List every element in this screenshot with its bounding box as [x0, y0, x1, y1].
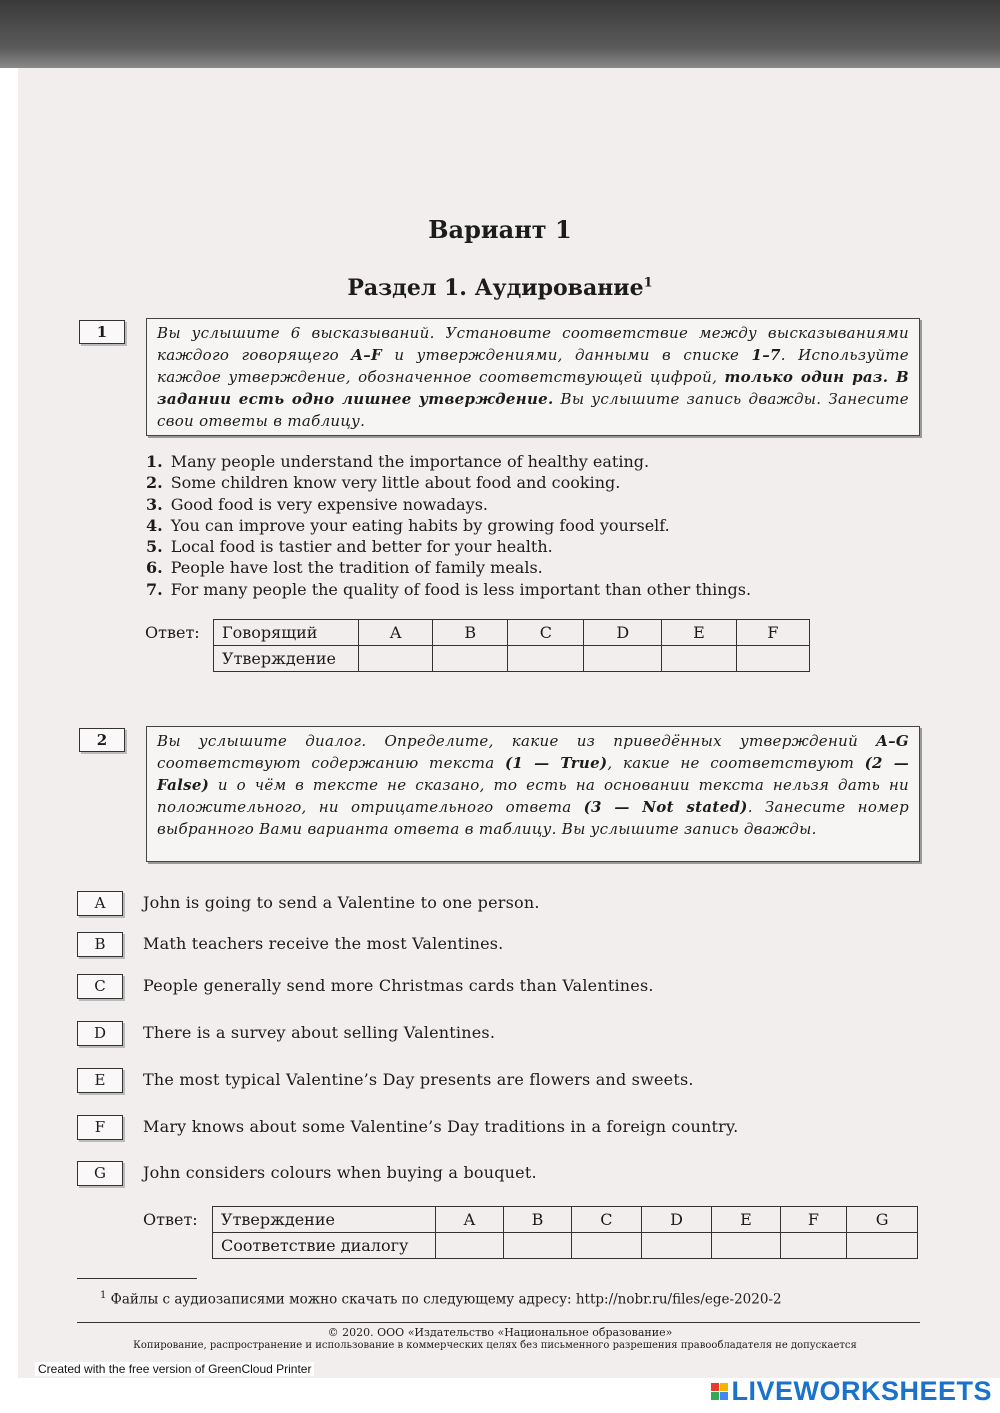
speaker-cell: A	[359, 620, 433, 646]
task-number-2: 2	[79, 728, 125, 752]
speaker-cell: E	[662, 620, 737, 646]
table-row	[213, 1207, 918, 1233]
brand-text: LIVEWORKSHEETS	[731, 1376, 992, 1406]
speaker-cell: F	[736, 620, 809, 646]
task1-statements	[146, 451, 751, 600]
instr-text: соответствуют содержанию текста	[157, 754, 505, 772]
statement-7	[146, 579, 751, 600]
answer-table-1	[213, 619, 810, 672]
row-label: Соответствие диалогу	[213, 1233, 436, 1259]
instr-text: и о чём в тексте не сказано, то есть на основании текста нельзя дать ни положительного, ни отрицательного ответа	[157, 776, 909, 816]
table-row	[214, 620, 810, 646]
statement-5	[146, 536, 751, 557]
copyright-divider	[77, 1322, 920, 1323]
letter-box-b: B	[77, 932, 123, 957]
answer-cell[interactable]	[847, 1233, 918, 1259]
statement-6	[146, 557, 751, 578]
row-label: Говорящий	[214, 620, 359, 646]
instr-text: Вы услышите запись дважды. Занесите свои ответы в таблицу.	[157, 390, 909, 430]
task2-instruction	[146, 726, 920, 862]
answer-cell[interactable]	[433, 646, 508, 672]
task-number-1: 1	[79, 320, 125, 344]
footnote-text: Файлы с аудиозаписями можно скачать по следующему адресу: http://nobr.ru/files/ege-2020-2	[110, 1291, 782, 1308]
statement-cell: A	[436, 1207, 504, 1233]
instr-bold: только один раз. В задании есть одно лишнее утверждение.	[157, 368, 909, 408]
row-label: Утверждение	[213, 1207, 436, 1233]
instr-bold: (1 — True)	[505, 754, 608, 772]
section-title-text: Раздел 1. Аудирование	[347, 275, 644, 301]
letter-box-f: F	[77, 1115, 123, 1140]
statement-number: 7.	[146, 579, 163, 599]
statement-number: 4.	[146, 515, 163, 535]
table-row	[213, 1233, 918, 1259]
letter-box-c: C	[77, 974, 123, 999]
answer-label-2: Ответ:	[143, 1210, 198, 1229]
answer-cell[interactable]	[508, 646, 584, 672]
speaker-cell: D	[584, 620, 662, 646]
copyright-line-1: © 2020. ООО «Издательство «Национальное образование»	[327, 1326, 673, 1339]
variant-title: Вариант 1	[428, 215, 572, 244]
printer-watermark: Created with the free version of GreenCloud Printer	[35, 1362, 314, 1376]
logo-grid-icon	[711, 1383, 728, 1400]
answer-table-2	[212, 1206, 918, 1259]
letter-box-a: A	[77, 891, 123, 916]
table-row	[214, 646, 810, 672]
statement-cell: B	[503, 1207, 571, 1233]
statement-f: Mary knows about some Valentine’s Day traditions in a foreign country.	[143, 1117, 739, 1136]
answer-cell[interactable]	[736, 646, 809, 672]
instr-bold: A–F	[351, 346, 382, 364]
instr-text: и утверждениями, данными в списке	[381, 346, 752, 364]
statement-a: John is going to send a Valentine to one person.	[143, 893, 540, 912]
instr-bold: (3 — Not stated)	[583, 798, 748, 816]
letter-box-e: E	[77, 1068, 123, 1093]
statement-text: Local food is tastier and better for your health.	[170, 537, 553, 557]
statement-number: 2.	[146, 473, 163, 493]
answer-label-1: Ответ:	[145, 623, 200, 642]
statement-d: There is a survey about selling Valentines.	[143, 1023, 496, 1042]
statement-4	[146, 515, 751, 536]
answer-cell[interactable]	[641, 1233, 712, 1259]
speaker-cell: C	[508, 620, 584, 646]
answer-cell[interactable]	[712, 1233, 780, 1259]
answer-cell[interactable]	[572, 1233, 641, 1259]
answer-cell[interactable]	[662, 646, 737, 672]
statement-text: Good food is very expensive nowadays.	[170, 494, 489, 514]
instr-text: . Занесите номер выбранного Вами варианта ответа в таблицу. Вы услышите запись дважды.	[157, 798, 909, 838]
answer-cell[interactable]	[436, 1233, 504, 1259]
statement-cell: E	[712, 1207, 780, 1233]
statement-number: 1.	[146, 452, 163, 471]
answer-cell[interactable]	[584, 646, 662, 672]
statement-cell: C	[572, 1207, 641, 1233]
statement-cell: D	[641, 1207, 712, 1233]
answer-cell[interactable]	[780, 1233, 847, 1259]
footnote-mark: 1	[643, 275, 653, 291]
letter-box-d: D	[77, 1021, 123, 1046]
statement-text: Many people understand the importance of healthy eating.	[170, 452, 650, 471]
instr-text: , какие не соответствуют	[607, 754, 865, 772]
statement-c: People generally send more Christmas cards than Valentines.	[143, 976, 654, 995]
scan-shadow	[0, 0, 1000, 68]
liveworksheets-logo	[711, 1376, 992, 1407]
footnote	[100, 1290, 782, 1308]
row-label: Утверждение	[214, 646, 359, 672]
statement-text: Some children know very little about food and cooking.	[170, 473, 621, 493]
statement-e: The most typical Valentine’s Day presents are flowers and sweets.	[143, 1070, 694, 1089]
instr-bold: A–G	[876, 732, 909, 750]
instr-text: Вы услышите 6 высказываний. Установите соответствие между высказываниями каждого говорящего	[157, 324, 909, 364]
statement-2	[146, 472, 751, 493]
section-title	[0, 275, 1000, 301]
statement-text: For many people the quality of food is less important than other things.	[170, 579, 752, 599]
statement-text: People have lost the tradition of family meals.	[170, 558, 543, 578]
statement-g: John considers colours when buying a bouquet.	[143, 1163, 537, 1182]
copyright-line-2: Копирование, распространение и использование в коммерческих целях без письменного разрешения правообладателя не допускается	[133, 1340, 857, 1351]
instr-bold: 1–7	[751, 346, 781, 364]
instr-text: Вы услышите диалог. Определите, какие из приведённых утверждений	[157, 732, 877, 750]
speaker-cell: B	[433, 620, 508, 646]
statement-b: Math teachers receive the most Valentines.	[143, 934, 504, 953]
statement-number: 3.	[146, 494, 163, 514]
statement-text: You can improve your eating habits by growing food yourself.	[170, 515, 670, 535]
instr-bold: (2 — False)	[157, 754, 909, 794]
statement-cell: G	[847, 1207, 918, 1233]
statement-number: 6.	[146, 558, 163, 578]
instr-text: . Используйте каждое утверждение, обозначенное соответствующей цифрой,	[157, 346, 909, 386]
footnote-divider	[77, 1278, 197, 1279]
footnote-number: 1	[100, 1290, 107, 1301]
answer-cell[interactable]	[503, 1233, 571, 1259]
statement-number: 5.	[146, 537, 163, 557]
statement-3	[146, 494, 751, 515]
task1-instruction	[146, 318, 920, 436]
statement-cell: F	[780, 1207, 847, 1233]
statement-1	[146, 451, 751, 472]
letter-box-g: G	[77, 1161, 123, 1186]
answer-cell[interactable]	[359, 646, 433, 672]
